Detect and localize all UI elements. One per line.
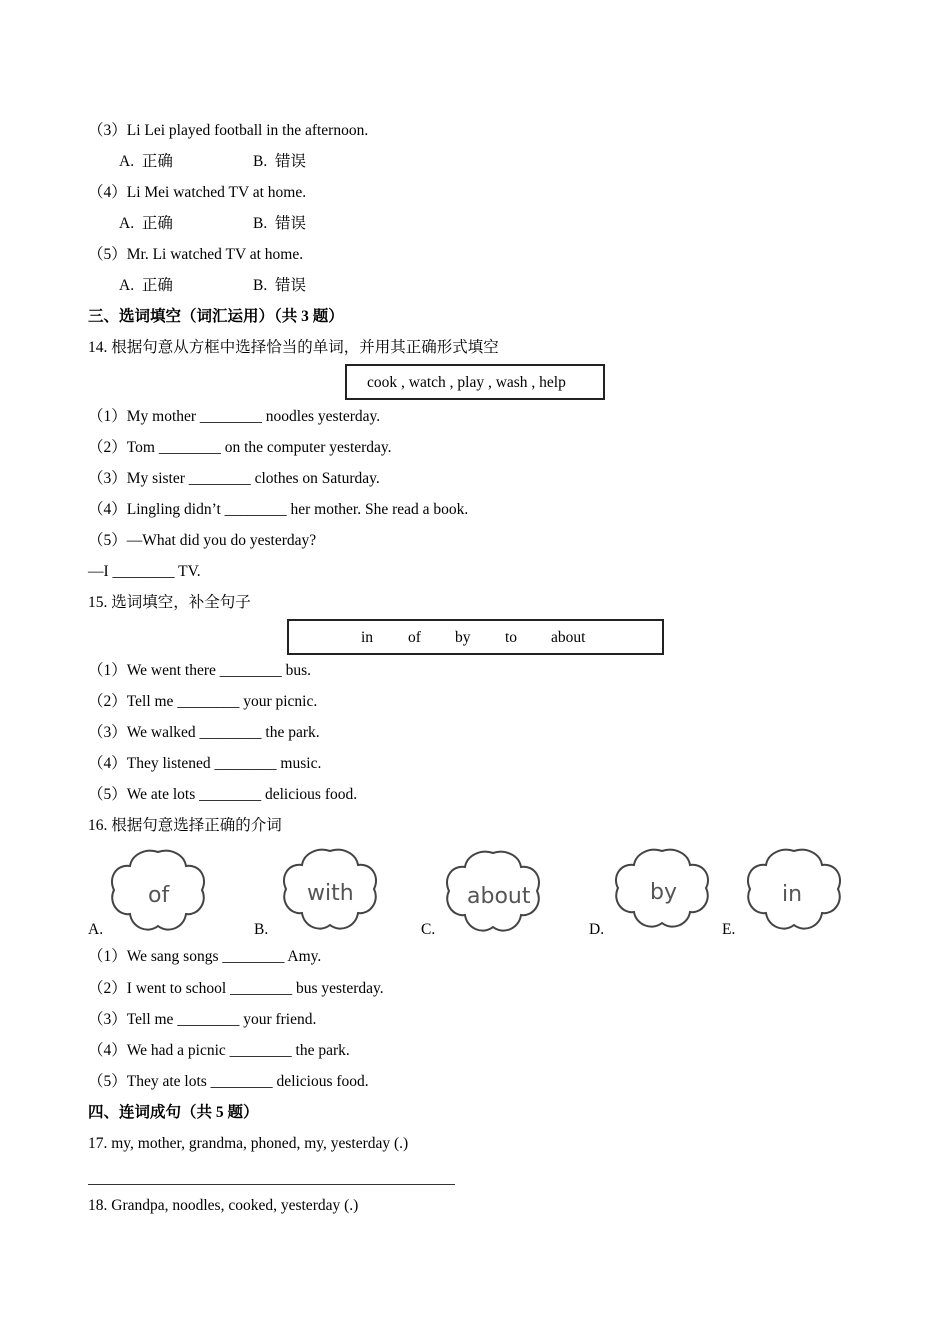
q16-item-4: （4）We had a picnic ________ the park.	[88, 1042, 350, 1059]
q14-item-3: （3）My sister ________ clothes on Saturday.	[88, 470, 380, 487]
option-b-wrong[interactable]: B. 错误	[253, 153, 306, 170]
option-letter-b[interactable]: B.	[254, 921, 269, 938]
flower-label-about: about	[467, 884, 531, 909]
word-to: to	[505, 629, 518, 646]
word-by: by	[455, 629, 471, 646]
flower-option-with[interactable]	[279, 845, 381, 933]
flower-label-of: of	[148, 883, 170, 908]
q14-item-2: （2）Tom ________ on the computer yesterday.	[88, 439, 392, 456]
flower-label-by: by	[650, 880, 677, 905]
flower-option-in[interactable]	[744, 845, 844, 933]
flower-label-in: in	[782, 882, 803, 907]
section-3-heading: 三、选词填空（词汇运用）（共 3 题）	[88, 308, 344, 325]
q15-item-5: （5）We ate lots ________ delicious food.	[88, 786, 358, 803]
option-b-wrong[interactable]: B. 错误	[253, 215, 306, 232]
question-15-title: 15. 选词填空，补全句子	[88, 594, 251, 611]
question-17-text: 17. my, mother, grandma, phoned, my, yesterday (.)	[88, 1135, 409, 1152]
option-a-correct[interactable]: A. 正确	[119, 215, 173, 232]
q14-item-5: （5）—What did you do yesterday?	[88, 532, 317, 549]
word-of: of	[408, 629, 421, 646]
word-box-14	[345, 364, 605, 400]
q15-item-1: （1）We went there ________ bus.	[88, 662, 312, 679]
question-5-text: （5）Mr. Li watched TV at home.	[88, 246, 304, 263]
option-b-wrong[interactable]: B. 错误	[253, 277, 306, 294]
option-letter-a[interactable]: A.	[88, 921, 104, 938]
q16-item-3: （3）Tell me ________ your friend.	[88, 1011, 317, 1028]
section-4-heading: 四、连词成句（共 5 题）	[88, 1104, 259, 1121]
option-letter-e[interactable]: E.	[722, 921, 736, 938]
question-18-text: 18. Grandpa, noodles, cooked, yesterday (.)	[88, 1197, 359, 1214]
option-a-correct[interactable]: A. 正确	[119, 277, 173, 294]
flower-label-with: with	[307, 881, 354, 906]
q14-item-4: （4）Lingling didn’t ________ her mother. She read a book.	[88, 501, 469, 518]
flower-option-by[interactable]	[612, 845, 712, 931]
q14-item-1: （1）My mother ________ noodles yesterday.	[88, 408, 381, 425]
question-4-text: （4）Li Mei watched TV at home.	[88, 184, 307, 201]
q16-item-2: （2）I went to school ________ bus yesterday.	[88, 980, 384, 997]
option-a-correct[interactable]: A. 正确	[119, 153, 173, 170]
q15-item-2: （2）Tell me ________ your picnic.	[88, 693, 318, 710]
q15-item-4: （4）They listened ________ music.	[88, 755, 322, 772]
word-box-14-text: cook , watch , play , wash , help	[367, 374, 566, 391]
q16-item-1: （1）We sang songs ________ Amy.	[88, 948, 322, 965]
word-box-15	[287, 619, 664, 655]
answer-line-17[interactable]	[88, 1184, 455, 1185]
question-3-text: （3）Li Lei played football in the afternoon.	[88, 122, 369, 139]
question-14-title: 14. 根据句意从方框中选择恰当的单词，并用其正确形式填空	[88, 339, 499, 356]
word-in: in	[361, 629, 374, 646]
question-16-title: 16. 根据句意选择正确的介词	[88, 817, 282, 834]
q16-item-5: （5）They ate lots ________ delicious food.	[88, 1073, 369, 1090]
flower-option-about[interactable]	[443, 847, 543, 935]
q15-item-3: （3）We walked ________ the park.	[88, 724, 320, 741]
option-letter-c[interactable]: C.	[421, 921, 436, 938]
q14-item-5-answer: —I ________ TV.	[88, 563, 201, 580]
flower-option-of[interactable]	[108, 846, 208, 934]
option-letter-d[interactable]: D.	[589, 921, 605, 938]
word-about: about	[551, 629, 586, 646]
